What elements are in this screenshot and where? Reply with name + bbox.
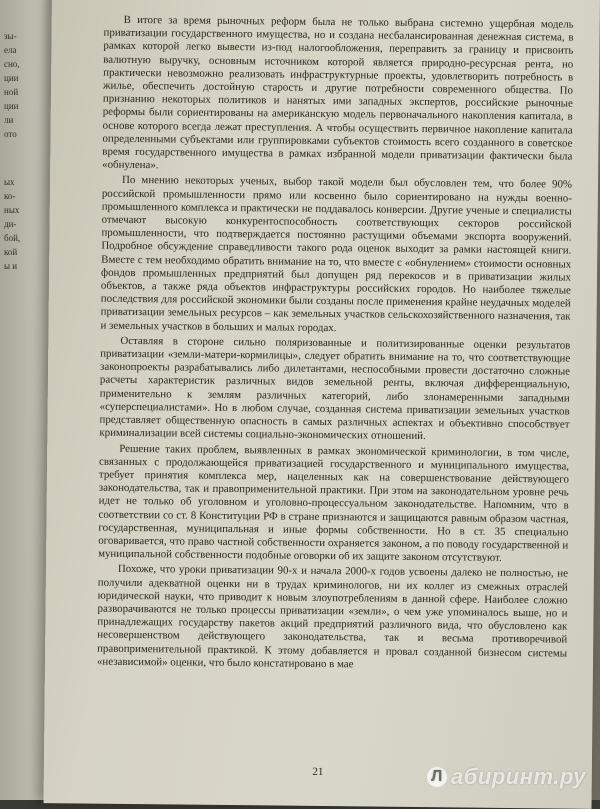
paragraph-1: В итоге за время рыночных реформ была не только выбрана системно ущербная модель приватизации государственного имущества, но и создана несбалансированная денежная система, в рамках которой легко вывести из-под налогообложения, переправить за границу и присвоить валютную выручку, основным источником которой является природно-ресурсная рента, но практически невозможно реализовать инфраструктурные проекты, удовлетворить потребность в жилье, обеспечить достойную старость и другие потребности современного общества. По признанию некоторых политиков и нанятых ими западных экспертов, российские рыночные реформы были сориентированы на американскую модель первоначального накопления капитала, в основе которого всегда лежат преступления. А чтобы осуществить первичное накопление капитала определенными субъектами или группировками субъектов стоимость всего созданного в советское время государственного имущества в рамках избранной модели приватизации фактически была «обнулена». (102, 13, 574, 172)
book-page (44, 0, 600, 809)
paragraph-5: Похоже, что уроки приватизации 90-х и начала 2000-х годов усвоены далеко не полностью, не получили адекватной оценки ни в трудах криминологов, ни их коллег из смежных отраслей юридической науки, что приводит к новым злоупотреблениям в данной сфере. Наиболее сложно разворачиваются не только процессы приватизации «земли», о чем уже упоминалось выше, но и принадлежащих государству пакетов акций предприятий различного вида, что обусловлено как несовершенством действующего законодательства, так и весьма противоречивой правоприменительной практикой. К этому добавляется и провал созданной бизнесом системы «независимой» оценки, что было констатировано в мае (96, 563, 569, 671)
labirint-watermark (427, 764, 586, 790)
paragraph-3: Оставляя в стороне сильно поляризованные и политизированные оценки результатов приватизации «земли-матери-кормилицы», следует обратить внимание на то, что соответствующие законопроекты разрабатывались либо дилетантами, неспособными провести достаточно сложные расчеты характеристик различных видов земельной ренты, включая дифференциальную, применительно к землям различных категорий, либо злонамеренными западными «суперспециалистами». Но в любом случае, созданная система приватизации земельных участков представляет общественную опасность в самых различных аспектах и объективно способствует криминализации всей системы социально-экономических отношений. (99, 334, 571, 443)
paragraph-2: По мнению некоторых ученых, выбор такой модели был обусловлен тем, что более 90% российской промышленности прямо или косвенно было сориентировано на нужды военно-промышленного комплекса и практически не поддавалось конверсии. Другие ученые и специалисты отмечают высокую конкурентоспособность соответствующих секторов российской промышленности, что подтверждается постоянно растущими объемами экспорта вооружений. Подробное обсуждение справедливости такого рода оценок выходит за рамки настоящей книги. Вместе с тем необходимо обратить внимание на то, что вместе с «обнулением» стоимости основных фондов промышленных предприятий был допущен ряд перекосов и в приватизации жилых объектов, а также ряда объектов инфраструктуры российских городов. Но наиболее тяжелые последствия для российской экономики были созданы после применения крайне неудачных моделей приватизации земельных ресурсов – как земельных участков сельскохозяйственного назначения, так и земельных участков в больших и малых городах. (100, 174, 573, 334)
left-page-fragment: ных (4, 205, 20, 215)
left-page-fragment: ых (4, 177, 15, 187)
left-page-fragment: бой, (4, 233, 21, 243)
left-page-fragment: ции (4, 101, 19, 111)
left-page-fragment: ли (4, 115, 14, 125)
left-page-fragment: ела (4, 45, 17, 55)
left-page-fragment: ной (4, 87, 19, 97)
left-page-fragment: ции (4, 73, 19, 83)
left-page-fragment: кой (4, 247, 18, 257)
page-body (97, 14, 574, 676)
left-page-fragment: сно, (4, 59, 20, 69)
left-page-fragment: зы- (4, 31, 17, 41)
left-page-fragment: ото (4, 129, 17, 139)
left-page-fragment: ы и (4, 261, 18, 271)
left-page-fragment: ди- (4, 219, 17, 229)
paragraph-4: Решение таких проблем, выявленных в рамках экономической криминологии, в том числе, связанных с продолжающейся приватизацией государственного и муниципального имущества, требует принятия комплекса мер, нацеленных как на совершенствование действующего законодательства, так и правоприменительной практики. При этом на законодательном уровне речь идет не только об уголовном и уголовно-процессуальном законодательстве. Напомним, что в соответствии со ст. 8 Конституции РФ в стране признаются и защищаются равным образом частная, государственная, муниципальная и иные формы собственности. Но в ст. 35 специально оговаривается, что право частной собственности охраняется законом, а по поводу государственной и муниципальной собственности подобные оговорки об их защите законом отсутствуют. (98, 442, 570, 564)
labirint-logo-icon: Л (427, 767, 447, 787)
page-number: 21 (312, 765, 324, 779)
watermark-text: абиринт.ру (451, 764, 586, 789)
left-page-fragment: ко- (4, 191, 16, 201)
